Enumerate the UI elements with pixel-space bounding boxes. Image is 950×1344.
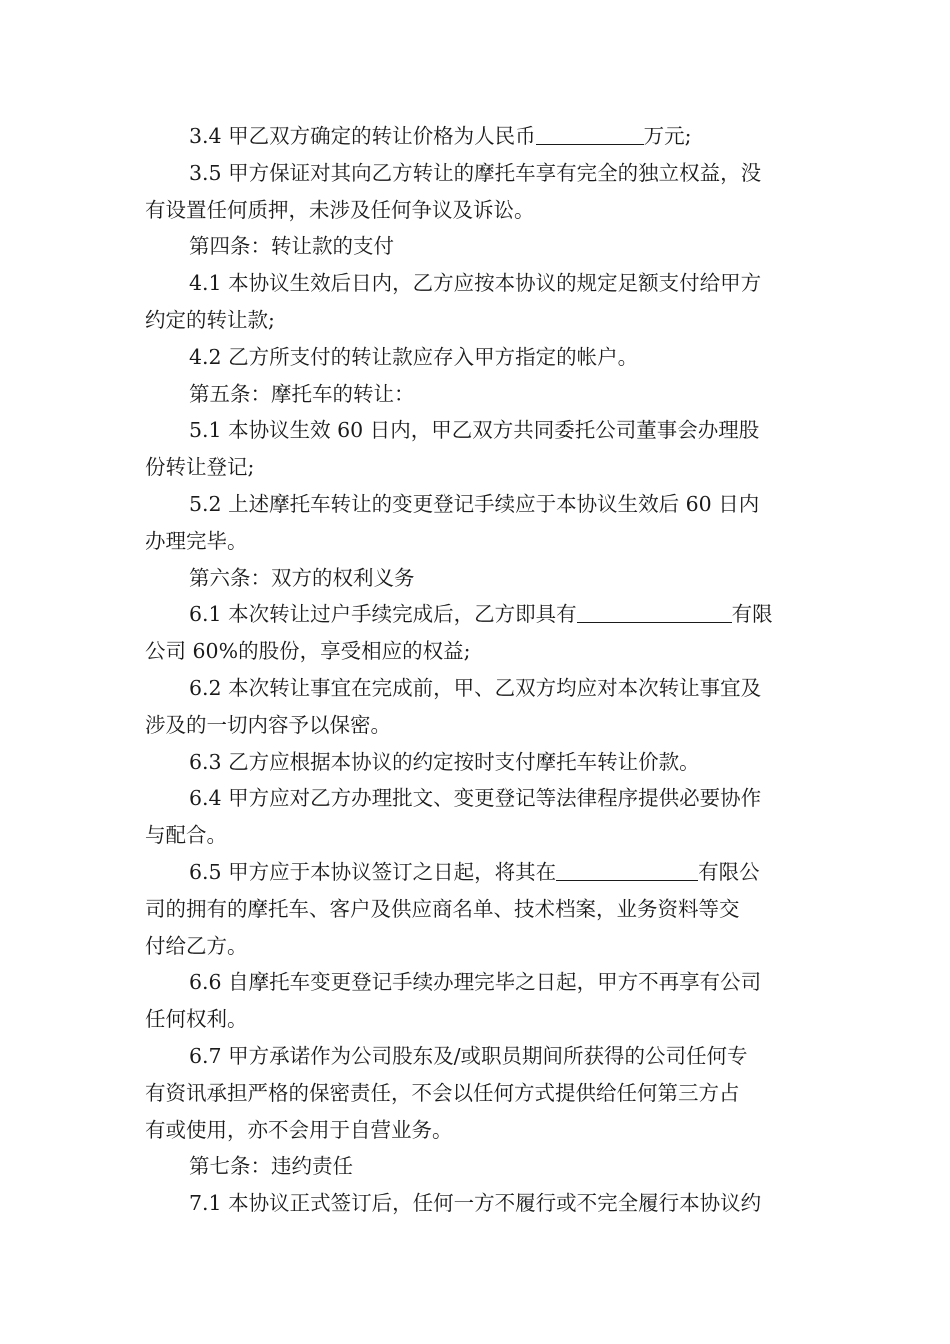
clause-6-1: 6.1 本次转让过户手续完成后，乙方即具有 有限 [189, 602, 773, 627]
clause-5-2: 5.2 上述摩托车转让的变更登记手续应于本协议生效后 60 日内 [189, 491, 760, 516]
clause-4-2: 4.2 乙方所支付的转让款应存入甲方指定的帐户。 [189, 344, 639, 369]
clause-5-2-cont: 办理完毕。 [145, 528, 248, 553]
clause-6-2-cont: 涉及的一切内容予以保密。 [145, 712, 391, 737]
clause-6-1-cont: 公司 60%的股份，享受相应的权益; [145, 639, 471, 664]
clause-6-6: 6.6 自摩托车变更登记手续办理完毕之日起，甲方不再享有公司 [189, 970, 762, 995]
clause-6-7: 6.7 甲方承诺作为公司股东及/或职员期间所获得的公司任何专 [189, 1043, 748, 1068]
clause-3-4: 3.4 甲乙双方确定的转让价格为人民币 万元; [189, 124, 692, 148]
clause-3-5: 3.5 甲方保证对其向乙方转让的摩托车享有完全的独立权益，没 [189, 160, 762, 185]
clause-3-5-cont: 有设置任何质押，未涉及任何争议及诉讼。 [145, 197, 535, 222]
clause-4-1-cont: 约定的转让款; [145, 307, 275, 332]
clause-6-3: 6.3 乙方应根据本协议的约定按时支付摩托车转让价款。 [189, 749, 700, 774]
clause-5-1-cont: 份转让登记; [145, 455, 255, 480]
clause-5-1: 5.1 本协议生效 60 日内，甲乙双方共同委托公司董事会办理股 [189, 418, 760, 443]
clause-6-5: 6.5 甲方应于本协议签订之日起，将其在 有限公 [189, 859, 760, 884]
article-6-heading: 第六条：双方的权利义务 [189, 565, 415, 590]
price-blank-field [536, 124, 644, 145]
clause-6-7-cont: 有资讯承担严格的保密责任，不会以任何方式提供给任何第三方占 有或使用，亦不会用于自营业务。 [145, 1080, 740, 1142]
company-blank-field-2 [556, 860, 698, 881]
clause-6-6-cont: 任何权利。 [145, 1007, 248, 1032]
clause-6-5-cont: 司的拥有的摩托车、客户及供应商名单、技术档案，业务资料等交 付给乙方。 [145, 896, 740, 958]
company-blank-field [577, 602, 732, 623]
article-4-heading: 第四条：转让款的支付 [189, 234, 394, 259]
article-5-heading: 第五条：摩托车的转让： [189, 381, 415, 406]
clause-6-4-cont: 与配合。 [145, 823, 227, 848]
clause-6-4: 6.4 甲方应对乙方办理批文、变更登记等法律程序提供必要协作 [189, 786, 762, 811]
clause-6-2: 6.2 本次转让事宜在完成前，甲、乙双方均应对本次转让事宜及 [189, 675, 762, 700]
clause-7-1: 7.1 本协议正式签订后，任何一方不履行或不完全履行本协议约 [189, 1191, 762, 1216]
article-7-heading: 第七条：违约责任 [189, 1154, 353, 1179]
clause-4-1: 4.1 本协议生效后日内，乙方应按本协议的规定足额支付给甲方 [189, 271, 762, 296]
document-page [145, 118, 807, 1222]
